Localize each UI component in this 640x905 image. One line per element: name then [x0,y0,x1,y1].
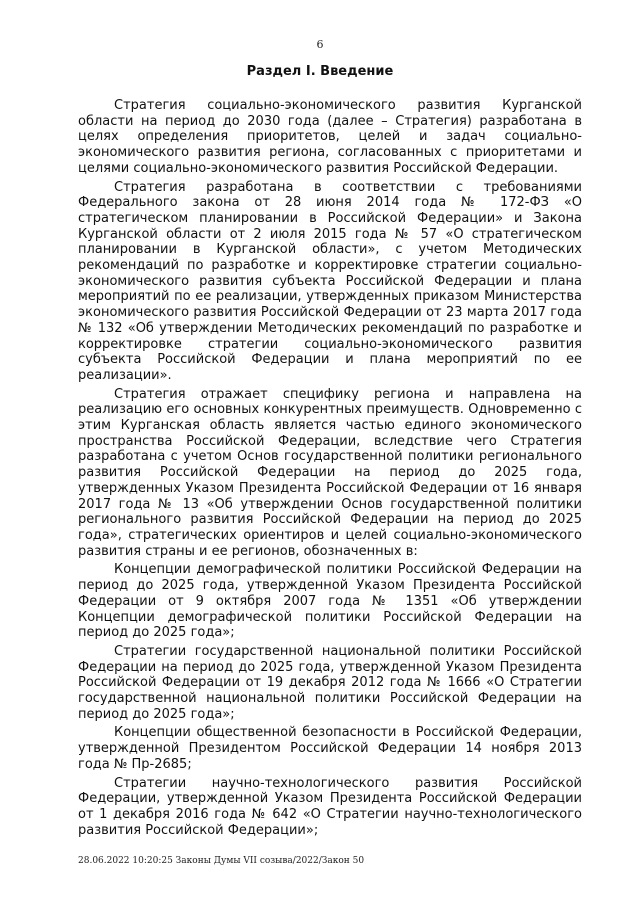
paragraph: Стратегия социально-экономического развития Курганской области на период до 2030 года (далее – Стратегия) разработана в целях определения приоритетов, целей и задач социально-экономического развития региона, согласованных с приоритетами и целями социально-экономического развития Российской Федерации. [78,98,582,176]
paragraph: Стратегии научно-технологического развития Российской Федерации, утвержденной Указом Президента Российской Федерации от 1 декабря 2016 года № 642 «О Стратегии научно-технологического развития Российской Федерации»; [78,775,582,838]
footer-stamp: 28.06.2022 10:20:25 Законы Думы VII созыва/2022/Закон 50 [78,856,365,866]
document-body [78,98,582,841]
paragraph: Стратегия отражает специфику региона и направлена на реализацию его основных конкурентных преимуществ. Одновременно с этим Курганская область является частью единого экономического пространства Российской Федерации, вследствие чего Стратегия разработана с учетом Основ государственной политики регионального развития Российской Федерации на период до 2025 года, утвержденных Указом Президента Российской Федерации от 16 января 2017 года № 13 «Об утверждении Основ государственной политики регионального развития Российской Федерации на период до 2025 года», стратегических ориентиров и целей социально-экономического развития страны и ее регионов, обозначенных в: [78,386,582,559]
page-number: 6 [316,38,324,51]
section-title: Раздел I. Введение [246,64,394,79]
paragraph: Концепции общественной безопасности в Российской Федерации, утвержденной Президентом Российской Федерации 14 ноября 2013 года № Пр-2685; [78,725,582,772]
paragraph: Стратегии государственной национальной политики Российской Федерации на период до 2025 года, утвержденной Указом Президента Российской Федерации от 19 декабря 2012 года № 1666 «О Стратегии государственной национальной политики Российской Федерации на период до 2025 года»; [78,643,582,722]
paragraph: Концепции демографической политики Российской Федерации на период до 2025 года, утвержденной Указом Президента Российской Федерации от 9 октября 2007 года № 1351 «Об утверждении Концепции демографической политики Российской Федерации на период до 2025 года»; [78,562,582,641]
paragraph: Стратегия разработана в соответствии с требованиями Федерального закона от 28 июня 2014 года № 172-ФЗ «О стратегическом планировании в Российской Федерации» и Закона Курганской области от 2 июля 2015 года № 57 «О стратегическом планировании в Курганской области», с учетом Методических рекомендаций по разработке и корректировке стратегии социально-экономического развития субъекта Российской Федерации и плана мероприятий по ее реализации, утвержденных приказом Министерства экономического развития Российской Федерации от 23 марта 2017 года № 132 «Об утверждении Методических рекомендаций по разработке и корректировке стратегии социально-экономического развития субъекта Российской Федерации и плана мероприятий по ее реализации». [78,179,582,383]
